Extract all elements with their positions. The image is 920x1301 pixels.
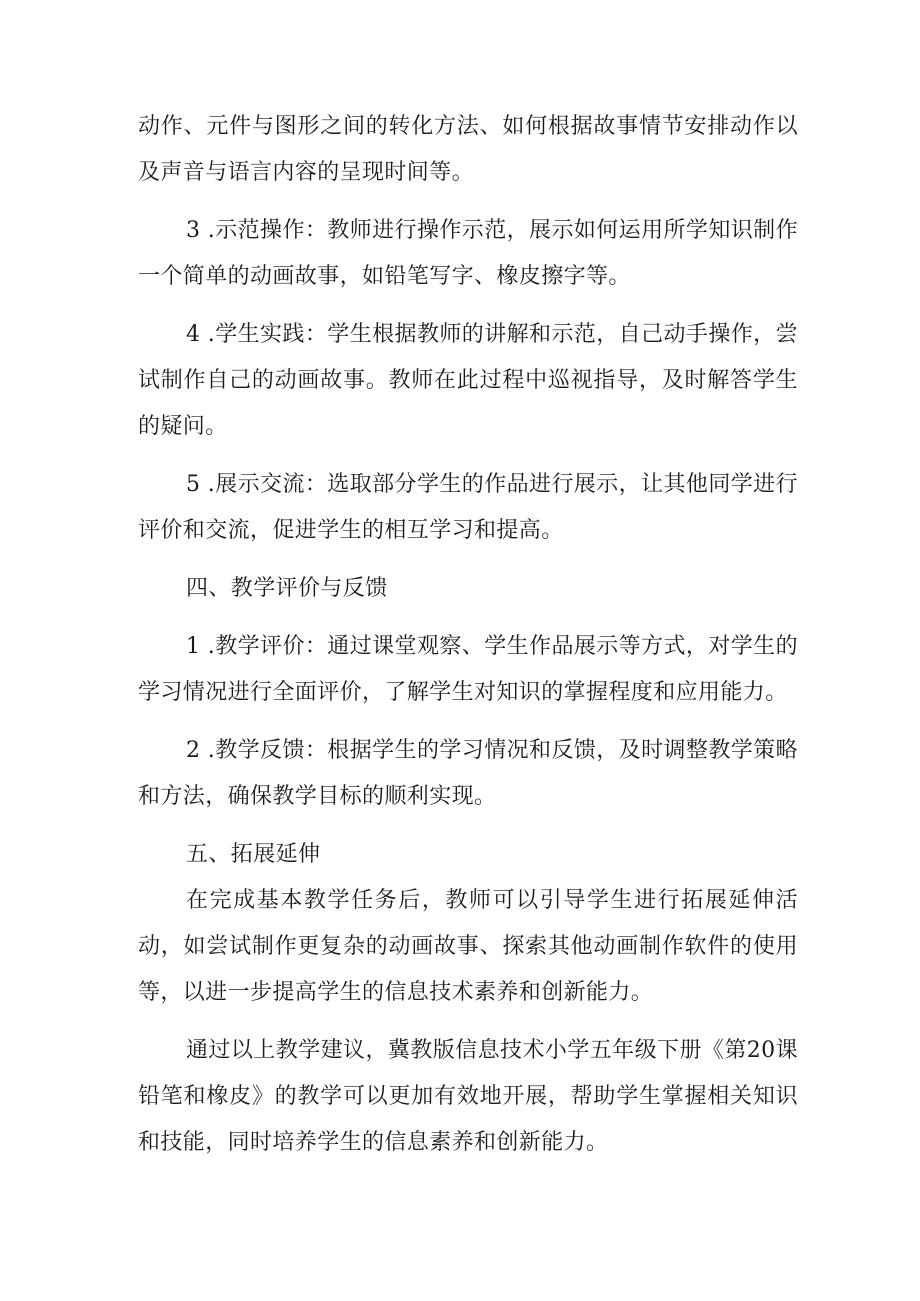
paragraph-teaching-feedback: 2 .教学反馈：根据学生的学习情况和反馈，及时调整教学策略和方法，确保教学目标的顺利实现。 [138,738,798,809]
paragraph-demo-operation: 3 .示范操作：教师进行操作示范，展示如何运用所学知识制作一个简单的动画故事，如铅笔写字、橡皮擦字等。 [138,218,798,289]
document-body [138,104,798,1166]
paragraph-summary: 通过以上教学建议，冀教版信息技术小学五年级下册《第20课铅笔和橡皮》的教学可以更加有效地开展，帮助学生掌握相关知识和技能，同时培养学生的信息素养和创新能力。 [138,1038,798,1155]
section-heading-extension: 五、拓展延伸 [186,842,321,867]
paragraph-teaching-evaluation: 1 .教学评价：通过课堂观察、学生作品展示等方式，对学生的学习情况进行全面评价，了解学生对知识的掌握程度和应用能力。 [138,634,798,705]
paragraph-student-practice: 4 .学生实践：学生根据教师的讲解和示范，自己动手操作，尝试制作自己的动画故事。教师在此过程中巡视指导，及时解答学生的疑问。 [138,322,798,439]
paragraph-continuation: 动作、元件与图形之间的转化方法、如何根据故事情节安排动作以及声音与语言内容的呈现时间等。 [138,114,798,185]
paragraph-extension: 在完成基本教学任务后，教师可以引导学生进行拓展延伸活动，如尝试制作更复杂的动画故事、探索其他动画制作软件的使用等，以进一步提高学生的信息技术素养和创新能力。 [138,888,798,1005]
paragraph-show-exchange: 5 .展示交流：选取部分学生的作品进行展示，让其他同学进行评价和交流，促进学生的相互学习和提高。 [138,472,798,543]
section-heading-evaluation: 四、教学评价与反馈 [186,576,388,601]
